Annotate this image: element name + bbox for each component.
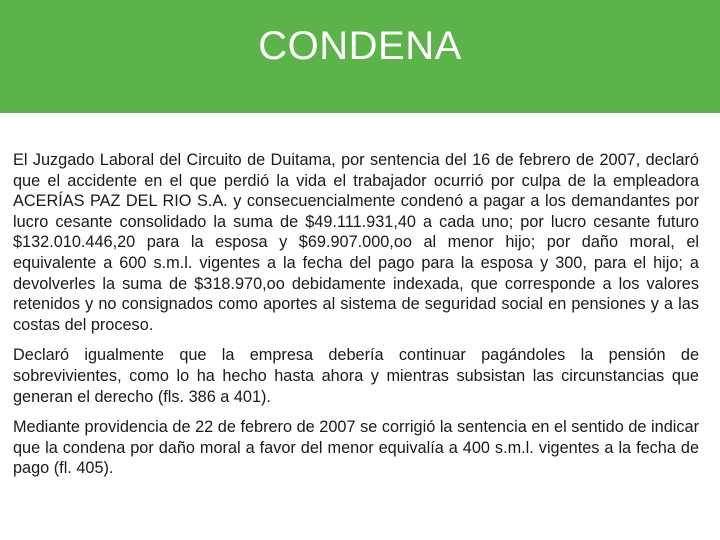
slide-title: CONDENA: [258, 24, 462, 68]
paragraph-correction: Mediante providencia de 22 de febrero de 2007 se corrigió la sentencia en el sentido de indicar que la condena por daño moral a favor del menor equivalía a 400 s.m.l. vigentes a la fecha de pago (fl. 405).: [13, 418, 699, 478]
title-banner: [0, 0, 720, 113]
slide-body: [13, 150, 699, 489]
paragraph-pension: Declaró igualmente que la empresa debería continuar pagándoles la pensión de sobrevivientes, como lo ha hecho hasta ahora y mientras subsistan las circunstancias que generan el derecho (fls. 386 a 401).: [13, 346, 699, 406]
paragraph-sentence: El Juzgado Laboral del Circuito de Duitama, por sentencia del 16 de febrero de 2007, declaró que el accidente en el que perdió la vida el trabajador ocurrió por culpa de la empleadora ACERÍAS PAZ DEL RIO S.A. y consecuencialmente condenó a pagar a los demandantes por lucro cesante consolidado la suma de $49.111.931,40 a cada uno; por lucro cesante futuro $132.010.446,20 para la esposa y $69.907.000,oo al menor hijo; por daño moral, el equivalente a 600 s.m.l. vigentes a la fecha del pago para la esposa y 300, para el hijo; a devolverles la suma de $318.970,oo debidamente indexada, que corresponde a los valores retenidos y no consignados como aportes al sistema de seguridad social en pensiones y a las costas del proceso.: [13, 151, 699, 334]
